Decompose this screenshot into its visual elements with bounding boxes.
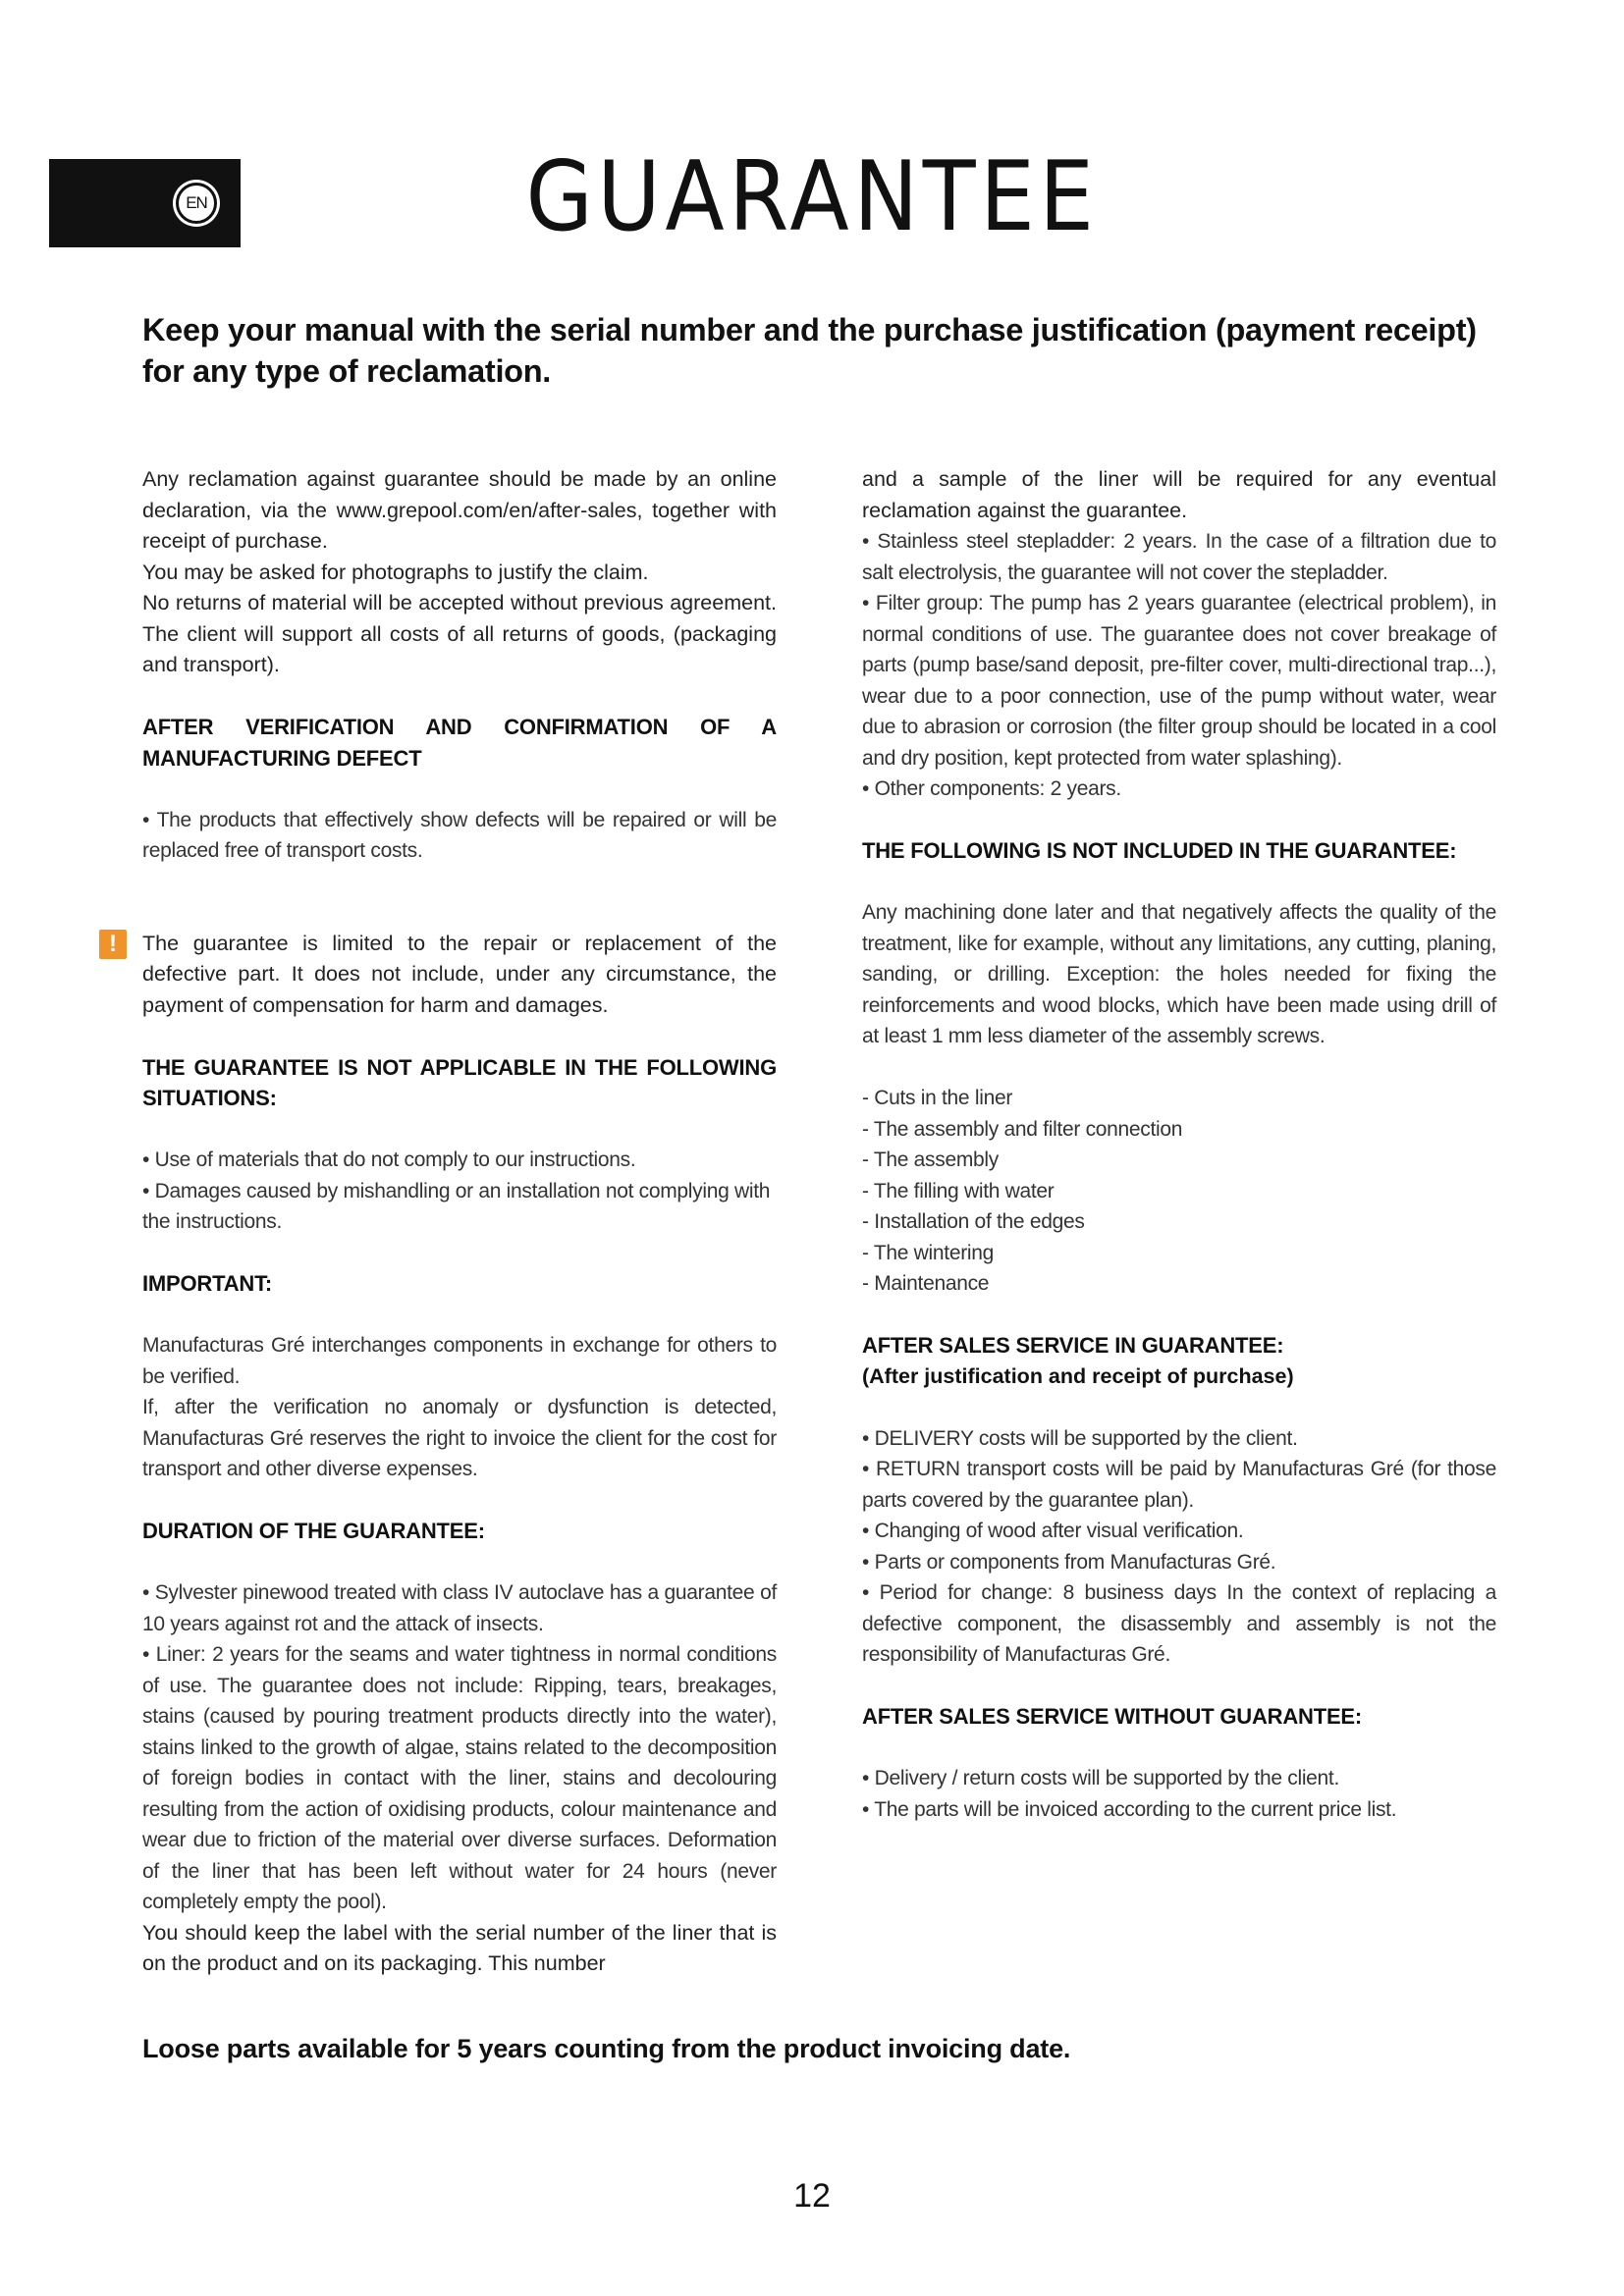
list-item: - Installation of the edges bbox=[862, 1210, 1085, 1233]
list-item: • Period for change: 8 business days In the context of replacing a defective component, the disassembly and assembly is not the responsibility of Manufacturas Gré. bbox=[862, 1581, 1496, 1666]
page-number: 12 bbox=[793, 2177, 831, 2215]
list-item: • RETURN transport costs will be paid by Manufacturas Gré (for those parts covered by the guarantee plan). bbox=[862, 1458, 1496, 1512]
list-item: • DELIVERY costs will be supported by the client. bbox=[862, 1426, 1298, 1450]
duration-heading: DURATION OF THE GUARANTEE: bbox=[142, 1519, 485, 1543]
not-applicable-list bbox=[142, 1145, 777, 1238]
label-note: You should keep the label with the serial number of the liner that is on the product and on its packaging. This number bbox=[142, 1920, 777, 1975]
left-column bbox=[109, 464, 777, 1980]
list-item: - The filling with water bbox=[862, 1179, 1055, 1202]
language-badge: EN bbox=[176, 183, 217, 224]
not-applicable-heading: THE GUARANTEE IS NOT APPLICABLE IN THE FOLLOWING SITUATIONS: bbox=[142, 1054, 777, 1110]
list-item: - Maintenance bbox=[862, 1272, 990, 1295]
after-sales-guarantee-subheading: (After justification and receipt of purchase) bbox=[862, 1363, 1294, 1388]
after-sales-guarantee-heading: AFTER SALES SERVICE IN GUARANTEE: bbox=[862, 1333, 1284, 1358]
important-paragraph-2: If, after the verification no anomaly or dysfunction is detected, Manufacturas Gré reserves the right to invoice the client for the cost for transport and other diverse expenses. bbox=[142, 1396, 777, 1480]
page-title: GUARANTEE bbox=[525, 141, 1099, 253]
after-sales-no-guarantee-list bbox=[862, 1763, 1496, 1825]
warning-icon: ! bbox=[99, 930, 127, 959]
label-note-continued: and a sample of the liner will be required for any eventual reclamation against the guarantee. bbox=[862, 467, 1496, 522]
loose-parts-note: Loose parts available for 5 years counting from the product invoicing date. bbox=[142, 2034, 1071, 2063]
not-included-list bbox=[862, 1083, 1496, 1300]
list-item: - Cuts in the liner bbox=[862, 1087, 1013, 1109]
important-heading: IMPORTANT: bbox=[142, 1271, 273, 1296]
after-sales-no-guarantee-heading: AFTER SALES SERVICE WITHOUT GUARANTEE: bbox=[862, 1704, 1363, 1729]
list-item: • Damages caused by mishandling or an installation not complying with the instructions. bbox=[142, 1179, 771, 1233]
duration-item-filter: • Filter group: The pump has 2 years guarantee (electrical problem), in normal conditions of use. The guarantee does not cover breakage of parts (pump base/sand deposit, pre-filter cover, multi-directional trap...), wear due to a poor connection, use of the pump without water, wear due to abrasion or corrosion (the filter group should be located in a cool and dry position, kept protected from water splashing). bbox=[862, 592, 1496, 770]
warning-note bbox=[109, 929, 777, 1022]
list-item: • Changing of wood after visual verification. bbox=[862, 1520, 1244, 1542]
reclamation-paragraph-3: No returns of material will be accepted without previous agreement. The client will support all costs of all returns of goods, (packaging and transport). bbox=[142, 591, 777, 676]
duration-item-wood: • Sylvester pinewood treated with class IV autoclave has a guarantee of 10 years against rot and the attack of insects. bbox=[142, 1581, 777, 1635]
warning-text: The guarantee is limited to the repair or replacement of the defective part. It does not include, under any circumstance, the payment of compensation for harm and damages. bbox=[142, 931, 777, 1017]
right-column bbox=[862, 464, 1496, 1825]
list-item: - The assembly and filter connection bbox=[862, 1117, 1183, 1141]
duration-item-other: • Other components: 2 years. bbox=[862, 777, 1121, 800]
duration-item-liner: • Liner: 2 years for the seams and water tightness in normal conditions of use. The guarantee does not include: Ripping, tears, breakages, stains (caused by pouring treatment products directly into the water), stains linked to the growth of algae, stains related to the decomposition of foreign bodies in contact with the liner, stains and decolouring resulting from the action of oxidising products, colour maintenance and wear due to friction of the material over diverse surfaces. Deformation of the liner that has been left without water for 24 hours (never completely empty the pool). bbox=[142, 1643, 777, 1913]
not-included-paragraph: Any machining done later and that negatively affects the quality of the treatment, like for example, without any limitations, any cutting, planing, sanding, or drilling. Exception: the holes needed for fixing the reinforcements and wood blocks, which have been made using drill of at least 1 mm less diameter of the assembly screws. bbox=[862, 901, 1496, 1047]
reclamation-paragraph-1: Any reclamation against guarantee should be made by an online declaration, via the www.grepool.com/en/after-sales, together with receipt of purchase. bbox=[142, 467, 777, 553]
list-item: • Parts or components from Manufacturas Gré. bbox=[862, 1550, 1276, 1574]
list-item: • Use of materials that do not comply to our instructions. bbox=[142, 1148, 636, 1171]
list-item: - The wintering bbox=[862, 1241, 995, 1264]
after-sales-guarantee-list bbox=[862, 1423, 1496, 1671]
list-item: • Delivery / return costs will be supported by the client. bbox=[862, 1767, 1340, 1789]
list-item: - The assembly bbox=[862, 1148, 999, 1171]
defect-heading: AFTER VERIFICATION AND CONFIRMATION OF A MANUFACTURING DEFECT bbox=[142, 715, 777, 771]
defect-item: • The products that effectively show defects will be repaired or will be replaced free of transport costs. bbox=[142, 808, 777, 862]
intro-text: Keep your manual with the serial number and the purchase justification (payment receipt) for any type of reclamation. bbox=[142, 312, 1477, 389]
list-item: • The parts will be invoiced according to the current price list. bbox=[862, 1797, 1397, 1821]
duration-item-stepladder: • Stainless steel stepladder: 2 years. In the case of a filtration due to salt electrolysis, the guarantee will not cover the stepladder. bbox=[862, 530, 1496, 584]
not-included-heading: THE FOLLOWING IS NOT INCLUDED IN THE GUARANTEE: bbox=[862, 838, 1457, 863]
reclamation-paragraph-2: You may be asked for photographs to justify the claim. bbox=[142, 560, 649, 584]
important-paragraph-1: Manufacturas Gré interchanges components in exchange for others to be verified. bbox=[142, 1334, 777, 1388]
